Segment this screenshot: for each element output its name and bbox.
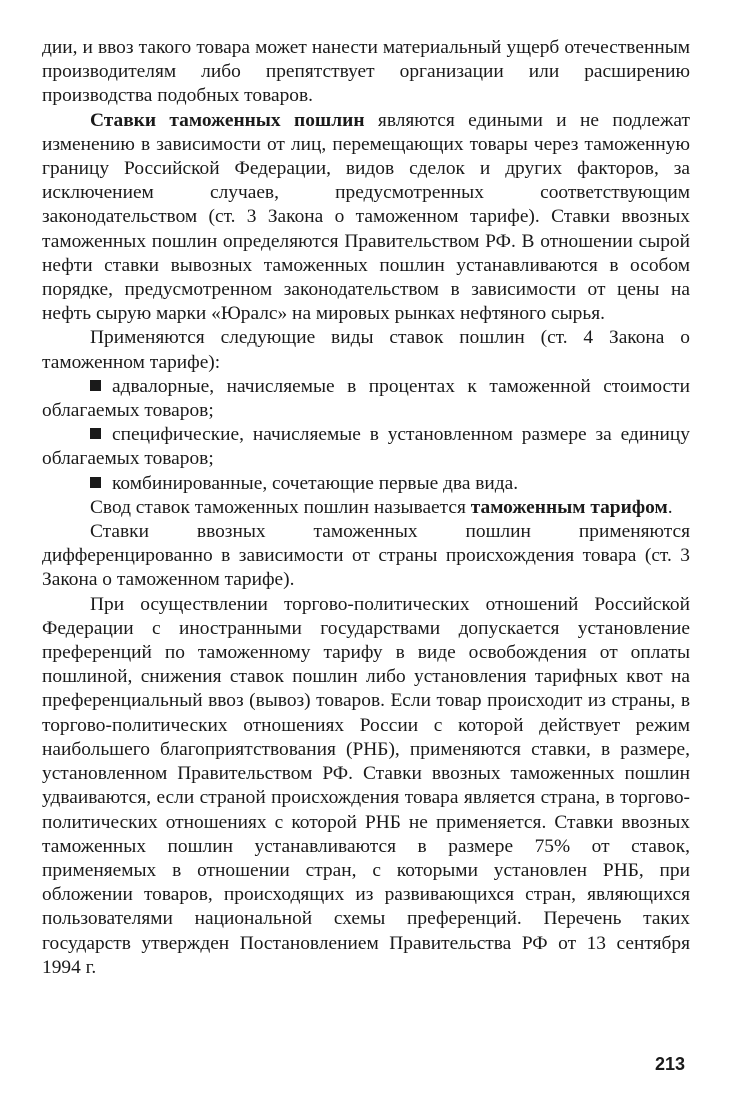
term-customs-tariff: таможенным тарифом [470, 496, 668, 518]
paragraph-duty-rates [42, 109, 690, 327]
list-item-text: адвалорные, начисляемые в процентах к таможенной стоимости облагаемых товаров; [42, 375, 690, 422]
paragraph-continuation: дии, и ввоз такого товара может нанести материальный ущерб отечественным производителям либо препятствует организации или расширению производства подобных товаров. [42, 37, 690, 107]
page-text [42, 36, 690, 980]
paragraph-customs-tariff [42, 496, 690, 520]
list-item [42, 375, 690, 423]
square-bullet-icon [90, 477, 101, 488]
paragraph-duty-rates-body: являются едиными и не подлежат изменению в зависимости от лиц, перемещающих товары через таможенную границу Российской Федерации, видов сделок и других факторов, за исключением случаев, предусмотренных соответствующим законодательством (ст. 3 Закона о таможенном тарифе). Ставки ввозных таможенных пошлин определяются Правительством РФ. В отношении сырой нефти ставки вывозных таможенных пошлин устанавливаются в особом порядке, предусмотренном законодательством в зависимости от цены на нефть сырую марки «Юралс» на мировых рынках нефтяного сырья. [42, 109, 691, 325]
square-bullet-icon [90, 428, 101, 439]
paragraph-rate-types-intro: Применяются следующие виды ставок пошлин (ст. 4 Закона о таможенном тарифе): [42, 327, 690, 373]
paragraph-differentiation: Ставки ввозных таможенных пошлин применяются дифференцированно в зависимости от страны происхождения товара (ст. 3 Закона о таможенном тарифе). [42, 521, 690, 591]
page-number: 213 [654, 1054, 685, 1074]
square-bullet-icon [90, 380, 101, 391]
list-item-text: специфические, начисляемые в установленном размере за единицу облагаемых товаров; [42, 424, 690, 470]
list-item [42, 472, 690, 496]
list-item [42, 423, 690, 471]
rate-types-list [42, 375, 690, 496]
paragraph-customs-tariff-tail: . [667, 496, 673, 518]
list-item-text: комбинированные, сочетающие первые два вида. [112, 472, 519, 494]
paragraph-customs-tariff-body: Свод ставок таможенных пошлин называется [90, 496, 471, 518]
paragraph-preferences: При осуществлении торгово-политических отношений Российской Федерации с иностранными государствами допускается установление преференций по таможенному тарифу в виде освобождения от оплаты пошлиной, снижения ставок пошлин либо установления тарифных квот на преференциальный ввоз (вывоз) товаров. Если товар происходит из страны, в торгово-политических отношениях России с которой действует режим наибольшего благоприятствования (РНБ), применяются ставки, в размере, установленном Правительством РФ. Ставки ввозных таможенных пошлин удваиваются, если страной происхождения товара является страна, в торгово-политических отношениях с которой РНБ не применяется. Ставки ввозных таможенных пошлин устанавливаются в размере 75% от ставок, применяемых в отношении стран, с которыми установлен РНБ, при обложении товаров, происходящих из развивающихся стран, являющихся пользователями национальной схемы преференций. Перечень таких государств утвержден Постановлением Правительства РФ от 13 сентября 1994 г. [42, 593, 690, 978]
term-duty-rates: Ставки таможенных пошлин [90, 109, 365, 131]
